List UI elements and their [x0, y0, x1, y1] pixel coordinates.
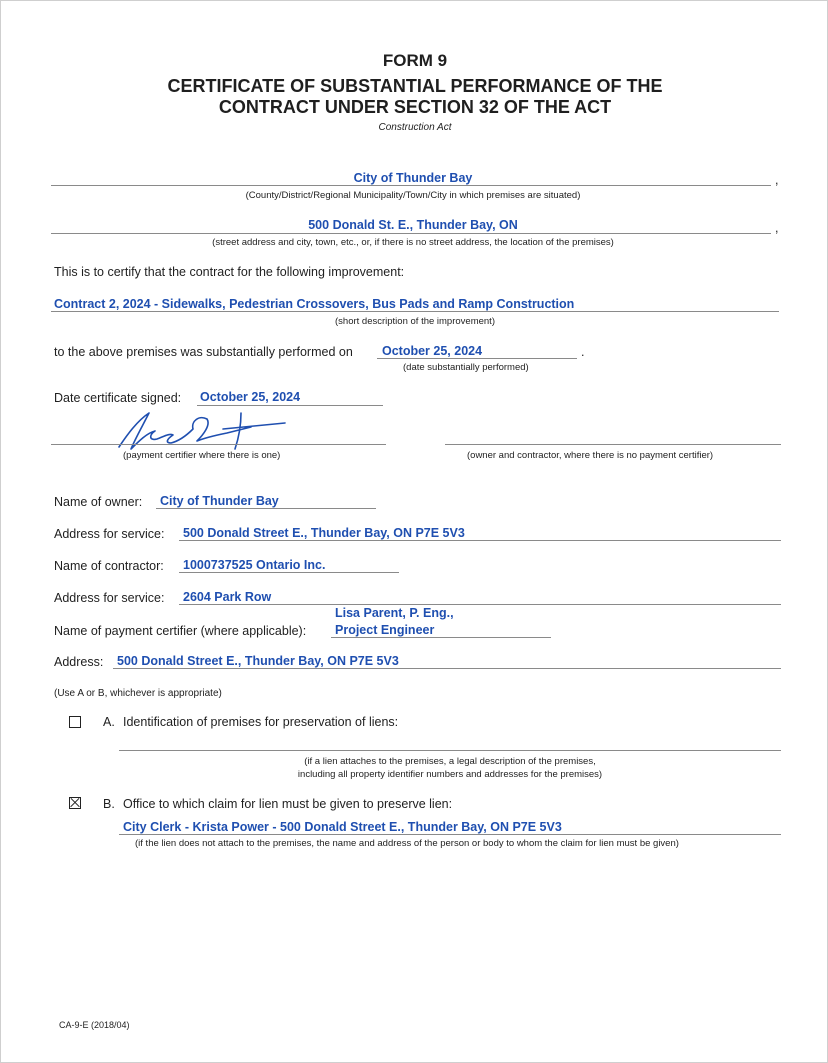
form-title-line1: CERTIFICATE OF SUBSTANTIAL PERFORMANCE OF THE	[167, 76, 663, 96]
owner-contractor-signature-line	[445, 444, 781, 445]
contractor-label: Name of contractor:	[54, 559, 164, 573]
performed-label: to the above premises was substantially performed on	[54, 345, 353, 359]
use-note: (Use A or B, whichever is appropriate)	[54, 688, 222, 699]
certifier-label: Name of payment certifier (where applicable):	[54, 624, 307, 638]
owner-contractor-hint: (owner and contractor, where there is no payment certifier)	[467, 450, 714, 461]
option-b-label: Office to which claim for lien must be given to preserve lien:	[123, 797, 453, 811]
performed-line	[377, 358, 577, 359]
improvement-value[interactable]: Contract 2, 2024 - Sidewalks, Pedestrian Crossovers, Bus Pads and Ramp Construction	[54, 297, 575, 311]
option-b-value[interactable]: City Clerk - Krista Power - 500 Donald Street E., Thunder Bay, ON P7E 5V3	[123, 820, 562, 834]
performed-value[interactable]: October 25, 2024	[382, 344, 483, 358]
premises-address-line	[51, 233, 771, 234]
option-b-checkbox[interactable]	[69, 797, 81, 809]
owner-line	[156, 508, 376, 509]
comma: ,	[775, 173, 779, 187]
owner-address-label: Address for service:	[54, 527, 165, 541]
owner-value[interactable]: City of Thunder Bay	[160, 494, 279, 508]
signed-label: Date certificate signed:	[54, 391, 182, 405]
payment-certifier-hint: (payment certifier where there is one)	[123, 450, 281, 461]
premises-address-hint: (street address and city, town, etc., or, if there is no street address, the location of the premises)	[212, 237, 614, 248]
option-a-line	[119, 750, 781, 751]
option-a-letter: A.	[103, 715, 115, 729]
comma: ,	[775, 221, 779, 235]
certifier-value-line2[interactable]: Project Engineer	[335, 623, 435, 637]
municipality-hint: (County/District/Regional Municipality/Town/City in which premises are situated)	[245, 190, 581, 201]
certify-text: This is to certify that the contract for the following improvement:	[54, 265, 405, 279]
option-b-line	[119, 834, 781, 835]
option-a-hint-line2: including all property identifier numbers and addresses for the premises)	[297, 769, 603, 780]
option-b-letter: B.	[103, 797, 115, 811]
option-b-hint: (if the lien does not attach to the premises, the name and address of the person or body to whom the claim for lien must be given)	[135, 838, 679, 849]
improvement-hint: (short description of the improvement)	[335, 316, 495, 327]
municipality-value[interactable]: City of Thunder Bay	[353, 171, 473, 185]
form-subtitle: Construction Act	[378, 122, 452, 133]
certifier-address-label: Address:	[54, 655, 104, 669]
payment-certifier-signature-line	[51, 444, 386, 445]
contractor-address-label: Address for service:	[54, 591, 165, 605]
contractor-address-value[interactable]: 2604 Park Row	[183, 590, 272, 604]
municipality-line	[51, 185, 771, 186]
certifier-address-line	[113, 668, 781, 669]
period: .	[581, 345, 585, 359]
contractor-address-line	[179, 604, 781, 605]
contractor-value[interactable]: 1000737525 Ontario Inc.	[183, 558, 326, 572]
owner-label: Name of owner:	[54, 495, 143, 509]
option-a-label: Identification of premises for preservation of liens:	[123, 715, 399, 729]
option-a-hint-line1: (if a lien attaches to the premises, a legal description of the premises,	[304, 756, 596, 767]
premises-address-value[interactable]: 500 Donald St. E., Thunder Bay, ON	[308, 218, 518, 232]
certifier-value-line1[interactable]: Lisa Parent, P. Eng.,	[335, 606, 454, 620]
signed-value[interactable]: October 25, 2024	[200, 390, 301, 404]
contractor-line	[179, 572, 399, 573]
owner-address-value[interactable]: 500 Donald Street E., Thunder Bay, ON P7E 5V3	[183, 526, 465, 540]
form-number: FORM 9	[382, 51, 448, 70]
improvement-line	[51, 311, 779, 312]
option-a-checkbox[interactable]	[69, 716, 81, 728]
footer-form-code: CA-9-E (2018/04)	[59, 1020, 130, 1030]
certifier-line	[331, 637, 551, 638]
owner-address-line	[179, 540, 781, 541]
signature-image	[113, 405, 293, 455]
performed-hint: (date substantially performed)	[403, 362, 529, 373]
form-title-line2: CONTRACT UNDER SECTION 32 OF THE ACT	[218, 97, 612, 117]
certifier-address-value[interactable]: 500 Donald Street E., Thunder Bay, ON P7E 5V3	[117, 654, 399, 668]
